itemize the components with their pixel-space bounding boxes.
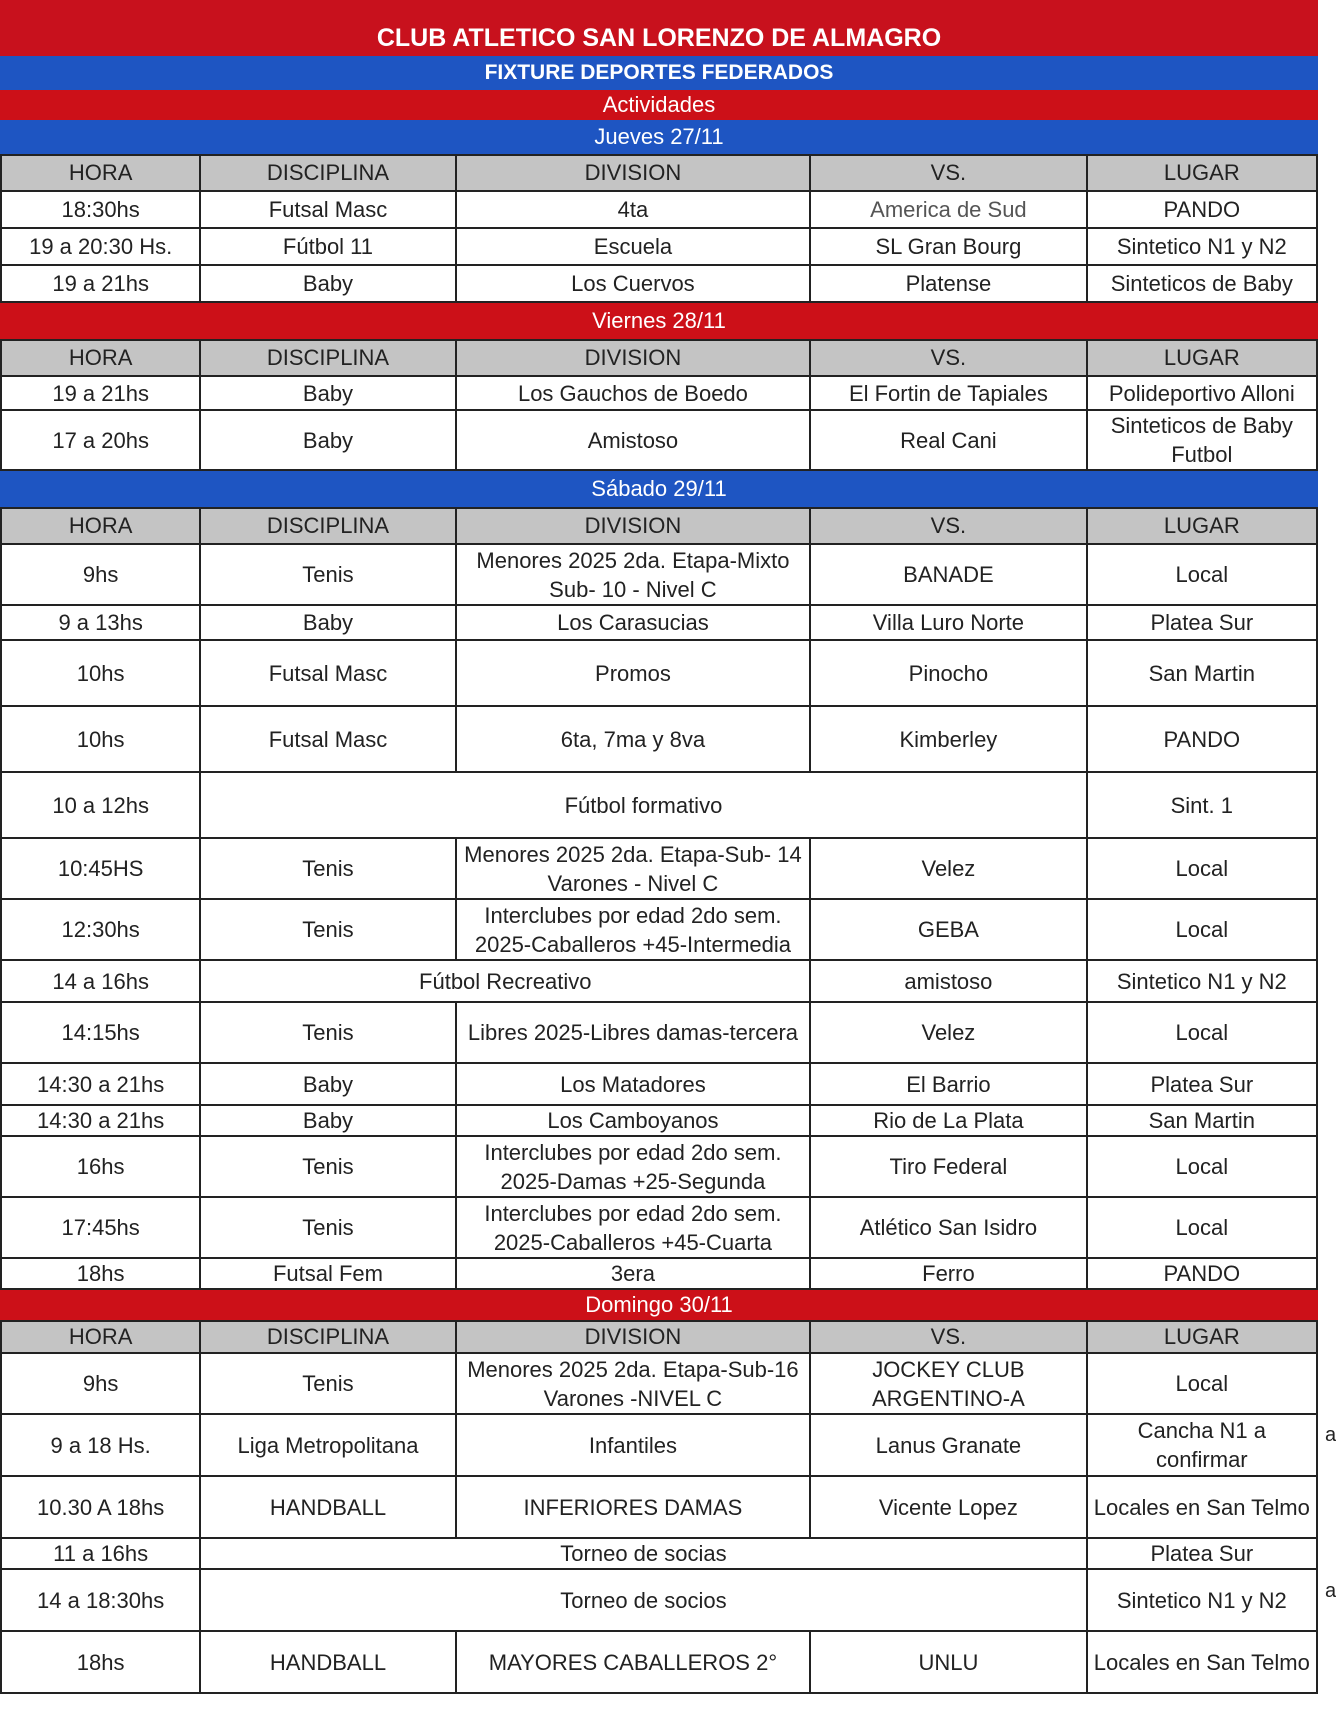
cell-lugar: Locales en San Telmo [1087, 1476, 1317, 1538]
cell-lugar: Sint. 1 [1087, 772, 1317, 838]
cell-vs: UNLU [810, 1631, 1086, 1693]
cell-disciplina: Baby [200, 1105, 455, 1136]
cell-hora: 10 a 12hs [1, 772, 200, 838]
cell-vs: Villa Luro Norte [810, 605, 1086, 640]
column-header-lugar: LUGAR [1087, 508, 1317, 544]
cell-division: Interclubes por edad 2do sem. 2025-Caballeros +45-Intermedia [456, 899, 811, 960]
cell-lugar: San Martin [1087, 1105, 1317, 1136]
cell-lugar: Local [1087, 1136, 1317, 1197]
table-row [1, 1353, 1317, 1414]
table-row [1, 1569, 1317, 1631]
table-row [1, 605, 1317, 640]
cell-division: Libres 2025-Libres damas-tercera [456, 1002, 811, 1063]
cell-hora: 14:30 a 21hs [1, 1105, 200, 1136]
table-header-row [1, 340, 1317, 376]
table-row [1, 706, 1317, 772]
table-row [1, 376, 1317, 410]
cell-disciplina: Futsal Masc [200, 640, 455, 706]
cell-disciplina: Futsal Masc [200, 706, 455, 772]
column-header-vs: VS. [810, 1321, 1086, 1353]
cell-hora: 19 a 21hs [1, 265, 200, 302]
cell-division: Los Cuervos [456, 265, 811, 302]
column-header-disciplina: DISCIPLINA [200, 340, 455, 376]
cell-vs: Ferro [810, 1258, 1086, 1289]
cell-vs: JOCKEY CLUB ARGENTINO-A [810, 1353, 1086, 1414]
cell-lugar: PANDO [1087, 706, 1317, 772]
cell-division: MAYORES CABALLEROS 2° [456, 1631, 811, 1693]
cell-division: Escuela [456, 228, 811, 265]
table-row [1, 1105, 1317, 1136]
cell-vs: Pinocho [810, 640, 1086, 706]
table-row [1, 1136, 1317, 1197]
cell-lugar: Local [1087, 1353, 1317, 1414]
cell-division: Los Matadores [456, 1063, 811, 1105]
schedule-table-sabado [0, 507, 1318, 1290]
cell-hora: 14 a 18:30hs [1, 1569, 200, 1631]
cell-division: Los Camboyanos [456, 1105, 811, 1136]
table-row [1, 410, 1317, 470]
cell-hora: 10:45HS [1, 838, 200, 899]
schedule-table-domingo [0, 1320, 1318, 1694]
column-header-hora: HORA [1, 1321, 200, 1353]
cell-disciplina: Baby [200, 265, 455, 302]
cell-lugar: Local [1087, 899, 1317, 960]
cell-disciplina: HANDBALL [200, 1476, 455, 1538]
table-row [1, 1258, 1317, 1289]
cell-vs: Vicente Lopez [810, 1476, 1086, 1538]
table-row [1, 1538, 1317, 1569]
cell-lugar: Sintetico N1 y N2 [1087, 960, 1317, 1002]
cell-hora: 18hs [1, 1631, 200, 1693]
cell-vs: Velez [810, 1002, 1086, 1063]
cell-hora: 10hs [1, 706, 200, 772]
schedule-table-jueves [0, 154, 1318, 303]
column-header-division: DIVISION [456, 340, 811, 376]
table-row [1, 1063, 1317, 1105]
cell-hora: 19 a 21hs [1, 376, 200, 410]
cell-hora: 9hs [1, 1353, 200, 1414]
column-header-division: DIVISION [456, 155, 811, 191]
table-row [1, 772, 1317, 838]
cell-lugar: Local [1087, 544, 1317, 605]
table-row [1, 1197, 1317, 1258]
cell-disciplina: Tenis [200, 1002, 455, 1063]
column-header-lugar: LUGAR [1087, 155, 1317, 191]
cell-division: 3era [456, 1258, 811, 1289]
column-header-lugar: LUGAR [1087, 1321, 1317, 1353]
cell-vs: Kimberley [810, 706, 1086, 772]
cell-disciplina: Fútbol 11 [200, 228, 455, 265]
table-row [1, 1631, 1317, 1693]
cell-lugar: Platea Sur [1087, 1063, 1317, 1105]
cell-vs: Velez [810, 838, 1086, 899]
cell-disciplina: Futsal Fem [200, 1258, 455, 1289]
cell-disciplina: Baby [200, 410, 455, 470]
table-row [1, 191, 1317, 228]
cell-hora: 18hs [1, 1258, 200, 1289]
column-header-lugar: LUGAR [1087, 340, 1317, 376]
cell-division: Los Gauchos de Boedo [456, 376, 811, 410]
cell-lugar: Local [1087, 1002, 1317, 1063]
column-header-hora: HORA [1, 340, 200, 376]
cell-disciplina: HANDBALL [200, 1631, 455, 1693]
cell-division: 6ta, 7ma y 8va [456, 706, 811, 772]
table-row [1, 960, 1317, 1002]
cell-disciplina: Baby [200, 605, 455, 640]
cell-activity-merged: Torneo de socios [200, 1569, 1086, 1631]
table-row [1, 838, 1317, 899]
cell-division: Interclubes por edad 2do sem. 2025-Caballeros +45-Cuarta [456, 1197, 811, 1258]
cell-disciplina: Baby [200, 376, 455, 410]
fixture-title: FIXTURE DEPORTES FEDERADOS [0, 56, 1318, 90]
cell-hora: 18:30hs [1, 191, 200, 228]
cell-vs: amistoso [810, 960, 1086, 1002]
cell-lugar: Sintetico N1 y N2 [1087, 1569, 1317, 1631]
cell-lugar: PANDO [1087, 1258, 1317, 1289]
cell-division: Promos [456, 640, 811, 706]
cell-division: Amistoso [456, 410, 811, 470]
column-header-disciplina: DISCIPLINA [200, 155, 455, 191]
cell-hora: 16hs [1, 1136, 200, 1197]
cell-hora: 17 a 20hs [1, 410, 200, 470]
column-header-vs: VS. [810, 340, 1086, 376]
table-row [1, 544, 1317, 605]
cell-lugar: San Martin [1087, 640, 1317, 706]
cell-lugar: Sinteticos de Baby Futbol [1087, 410, 1317, 470]
column-header-disciplina: DISCIPLINA [200, 508, 455, 544]
edge-overflow-text: a [1325, 1580, 1336, 1602]
cell-division: Menores 2025 2da. Etapa-Sub-16 Varones -NIVEL C [456, 1353, 811, 1414]
cell-activity-merged: Fútbol formativo [200, 772, 1086, 838]
cell-division: Interclubes por edad 2do sem. 2025-Damas +25-Segunda [456, 1136, 811, 1197]
cell-lugar: Local [1087, 1197, 1317, 1258]
cell-lugar: Sinteticos de Baby [1087, 265, 1317, 302]
cell-vs: Atlético San Isidro [810, 1197, 1086, 1258]
cell-lugar: Platea Sur [1087, 605, 1317, 640]
cell-hora: 19 a 20:30 Hs. [1, 228, 200, 265]
cell-hora: 14:30 a 21hs [1, 1063, 200, 1105]
table-header-row [1, 508, 1317, 544]
cell-vs: BANADE [810, 544, 1086, 605]
cell-hora: 9 a 13hs [1, 605, 200, 640]
cell-lugar: Local [1087, 838, 1317, 899]
cell-hora: 10.30 A 18hs [1, 1476, 200, 1538]
cell-disciplina: Tenis [200, 899, 455, 960]
cell-vs: El Fortin de Tapiales [810, 376, 1086, 410]
table-row [1, 1002, 1317, 1063]
cell-hora: 12:30hs [1, 899, 200, 960]
schedule-table-viernes [0, 339, 1318, 471]
day-banner-viernes: Viernes 28/11 [0, 303, 1318, 339]
column-header-disciplina: DISCIPLINA [200, 1321, 455, 1353]
cell-disciplina: Liga Metropolitana [200, 1414, 455, 1476]
cell-activity-merged: Torneo de socias [200, 1538, 1086, 1569]
table-row [1, 899, 1317, 960]
day-banner-sabado: Sábado 29/11 [0, 471, 1318, 507]
cell-lugar: Cancha N1 a confirmar [1087, 1414, 1317, 1476]
cell-hora: 9 a 18 Hs. [1, 1414, 200, 1476]
cell-lugar: Locales en San Telmo [1087, 1631, 1317, 1693]
cell-hora: 11 a 16hs [1, 1538, 200, 1569]
column-header-hora: HORA [1, 155, 200, 191]
cell-lugar: Polideportivo Alloni [1087, 376, 1317, 410]
column-header-division: DIVISION [456, 508, 811, 544]
cell-vs: SL Gran Bourg [810, 228, 1086, 265]
table-header-row [1, 1321, 1317, 1353]
cell-vs: America de Sud [810, 191, 1086, 228]
day-banner-domingo: Domingo 30/11 [0, 1290, 1318, 1320]
cell-disciplina: Tenis [200, 1353, 455, 1414]
cell-division: Los Carasucias [456, 605, 811, 640]
cell-division: Infantiles [456, 1414, 811, 1476]
table-row [1, 640, 1317, 706]
cell-vs: Real Cani [810, 410, 1086, 470]
cell-hora: 14 a 16hs [1, 960, 200, 1002]
club-title: CLUB ATLETICO SAN LORENZO DE ALMAGRO [0, 0, 1318, 56]
cell-vs: GEBA [810, 899, 1086, 960]
cell-division: Menores 2025 2da. Etapa-Sub- 14 Varones - Nivel C [456, 838, 811, 899]
cell-lugar: PANDO [1087, 191, 1317, 228]
cell-division: 4ta [456, 191, 811, 228]
cell-disciplina: Baby [200, 1063, 455, 1105]
cell-hora: 17:45hs [1, 1197, 200, 1258]
table-header-row [1, 155, 1317, 191]
cell-vs: Rio de La Plata [810, 1105, 1086, 1136]
cell-vs: Platense [810, 265, 1086, 302]
cell-hora: 9hs [1, 544, 200, 605]
day-banner-jueves: Jueves 27/11 [0, 120, 1318, 154]
cell-disciplina: Tenis [200, 544, 455, 605]
cell-activity-merged: Fútbol Recreativo [200, 960, 810, 1002]
column-header-hora: HORA [1, 508, 200, 544]
cell-vs: Tiro Federal [810, 1136, 1086, 1197]
edge-overflow-text: a [1325, 1424, 1336, 1446]
cell-vs: Lanus Granate [810, 1414, 1086, 1476]
cell-disciplina: Tenis [200, 1197, 455, 1258]
cell-hora: 14:15hs [1, 1002, 200, 1063]
column-header-vs: VS. [810, 155, 1086, 191]
table-row [1, 1476, 1317, 1538]
cell-disciplina: Futsal Masc [200, 191, 455, 228]
cell-division: INFERIORES DAMAS [456, 1476, 811, 1538]
table-row [1, 228, 1317, 265]
table-row [1, 1414, 1317, 1476]
cell-hora: 10hs [1, 640, 200, 706]
cell-disciplina: Tenis [200, 1136, 455, 1197]
column-header-vs: VS. [810, 508, 1086, 544]
cell-division: Menores 2025 2da. Etapa-Mixto Sub- 10 - Nivel C [456, 544, 811, 605]
cell-disciplina: Tenis [200, 838, 455, 899]
column-header-division: DIVISION [456, 1321, 811, 1353]
cell-lugar: Platea Sur [1087, 1538, 1317, 1569]
activities-title: Actividades [0, 90, 1318, 120]
cell-lugar: Sintetico N1 y N2 [1087, 228, 1317, 265]
cell-vs: El Barrio [810, 1063, 1086, 1105]
table-row [1, 265, 1317, 302]
